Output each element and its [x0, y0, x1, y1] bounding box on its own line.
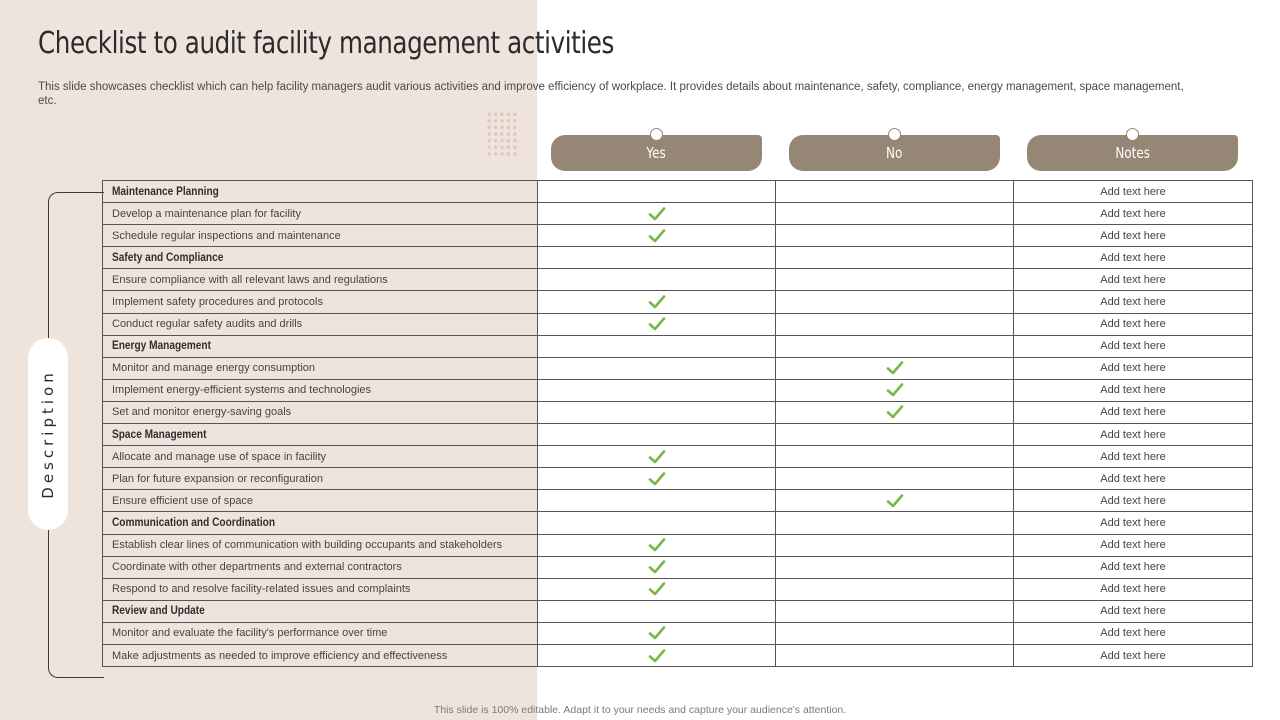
- no-cell[interactable]: [776, 600, 1014, 622]
- checkmark-icon: [648, 294, 666, 310]
- notes-cell[interactable]: Add text here: [1014, 534, 1253, 556]
- notes-cell[interactable]: Add text here: [1014, 512, 1253, 534]
- notes-cell[interactable]: Add text here: [1014, 556, 1253, 578]
- no-cell[interactable]: [776, 512, 1014, 534]
- notes-cell[interactable]: Add text here: [1014, 335, 1253, 357]
- section-label-text: Review and Update: [112, 605, 205, 618]
- item-label: Respond to and resolve facility-related issues and complaints: [103, 578, 538, 600]
- item-label: Implement safety procedures and protocols: [103, 291, 538, 313]
- checkmark-icon: [648, 581, 666, 597]
- item-label: Make adjustments as needed to improve efficiency and effectiveness: [103, 644, 538, 666]
- item-label: Ensure efficient use of space: [103, 490, 538, 512]
- checkmark-icon: [648, 228, 666, 244]
- checkmark-icon: [648, 559, 666, 575]
- yes-cell[interactable]: [538, 468, 776, 490]
- yes-cell[interactable]: [538, 446, 776, 468]
- table-row: [103, 269, 1253, 291]
- section-row: [103, 424, 1253, 446]
- checkmark-icon: [886, 404, 904, 420]
- checkmark-icon: [648, 206, 666, 222]
- notes-cell[interactable]: Add text here: [1014, 401, 1253, 423]
- table-row: [103, 291, 1253, 313]
- no-cell[interactable]: [776, 578, 1014, 600]
- table-row: [103, 490, 1253, 512]
- no-cell[interactable]: [776, 225, 1014, 247]
- checkmark-icon: [886, 493, 904, 509]
- yes-cell[interactable]: [538, 247, 776, 269]
- no-cell[interactable]: [776, 401, 1014, 423]
- yes-cell[interactable]: [538, 203, 776, 225]
- decorative-dot-grid: [486, 111, 518, 157]
- yes-cell[interactable]: [538, 644, 776, 666]
- item-label: Ensure compliance with all relevant laws and regulations: [103, 269, 538, 291]
- column-header-no: [789, 135, 1000, 171]
- table-row: [103, 534, 1253, 556]
- no-cell[interactable]: [776, 379, 1014, 401]
- notes-cell[interactable]: Add text here: [1014, 247, 1253, 269]
- no-cell[interactable]: [776, 247, 1014, 269]
- table-row: [103, 644, 1253, 666]
- checkmark-icon: [648, 648, 666, 664]
- yes-cell[interactable]: [538, 556, 776, 578]
- yes-cell[interactable]: [538, 313, 776, 335]
- section-label-text: Space Management: [112, 428, 207, 441]
- section-label: [103, 335, 538, 357]
- yes-cell[interactable]: [538, 534, 776, 556]
- column-header-no-label: No: [886, 144, 903, 162]
- notes-cell[interactable]: Add text here: [1014, 203, 1253, 225]
- no-cell[interactable]: [776, 181, 1014, 203]
- table-row: [103, 446, 1253, 468]
- no-cell[interactable]: [776, 468, 1014, 490]
- column-header-notes-label: Notes: [1115, 144, 1150, 162]
- table-row: [103, 203, 1253, 225]
- notes-cell[interactable]: Add text here: [1014, 181, 1253, 203]
- no-cell[interactable]: [776, 335, 1014, 357]
- item-label: Set and monitor energy-saving goals: [103, 401, 538, 423]
- table-row: [103, 357, 1253, 379]
- no-cell[interactable]: [776, 490, 1014, 512]
- checkmark-icon: [886, 360, 904, 376]
- item-label: Allocate and manage use of space in facility: [103, 446, 538, 468]
- no-cell[interactable]: [776, 291, 1014, 313]
- page-title: Checklist to audit facility management activities: [38, 26, 614, 61]
- notes-cell[interactable]: Add text here: [1014, 490, 1253, 512]
- item-label: Establish clear lines of communication with building occupants and stakeholders: [103, 534, 538, 556]
- section-label-text: Energy Management: [112, 340, 211, 353]
- no-cell[interactable]: [776, 534, 1014, 556]
- column-header-yes-label: Yes: [646, 144, 667, 162]
- yes-cell[interactable]: [538, 335, 776, 357]
- table-row: [103, 578, 1253, 600]
- no-cell[interactable]: [776, 556, 1014, 578]
- item-label: Monitor and manage energy consumption: [103, 357, 538, 379]
- yes-cell[interactable]: [538, 424, 776, 446]
- no-cell[interactable]: [776, 622, 1014, 644]
- checkmark-icon: [648, 449, 666, 465]
- section-label: [103, 181, 538, 203]
- yes-cell[interactable]: [538, 291, 776, 313]
- header-knob-icon: [1126, 128, 1139, 141]
- section-row: [103, 512, 1253, 534]
- checklist-table: [102, 180, 1253, 667]
- no-cell[interactable]: [776, 446, 1014, 468]
- notes-cell[interactable]: Add text here: [1014, 446, 1253, 468]
- section-row: [103, 600, 1253, 622]
- section-label-text: Communication and Coordination: [112, 516, 276, 529]
- notes-cell[interactable]: Add text here: [1014, 313, 1253, 335]
- header-knob-icon: [888, 128, 901, 141]
- no-cell[interactable]: [776, 424, 1014, 446]
- notes-cell[interactable]: Add text here: [1014, 578, 1253, 600]
- section-row: [103, 247, 1253, 269]
- item-label: Coordinate with other departments and external contractors: [103, 556, 538, 578]
- section-label: [103, 247, 538, 269]
- yes-cell[interactable]: [538, 225, 776, 247]
- section-label-text: Maintenance Planning: [112, 185, 219, 198]
- notes-cell[interactable]: Add text here: [1014, 379, 1253, 401]
- yes-cell[interactable]: [538, 269, 776, 291]
- table-row: [103, 556, 1253, 578]
- notes-cell[interactable]: Add text here: [1014, 424, 1253, 446]
- table-row: [103, 622, 1253, 644]
- checkmark-icon: [886, 382, 904, 398]
- notes-cell[interactable]: Add text here: [1014, 468, 1253, 490]
- table-row: [103, 225, 1253, 247]
- section-label: [103, 512, 538, 534]
- notes-cell[interactable]: Add text here: [1014, 225, 1253, 247]
- item-label: Conduct regular safety audits and drills: [103, 313, 538, 335]
- column-header-yes: [551, 135, 762, 171]
- yes-cell[interactable]: [538, 600, 776, 622]
- notes-cell[interactable]: Add text here: [1014, 622, 1253, 644]
- yes-cell[interactable]: [538, 401, 776, 423]
- item-label: Plan for future expansion or reconfiguration: [103, 468, 538, 490]
- description-label: Description: [39, 369, 57, 499]
- section-row: [103, 335, 1253, 357]
- yes-cell[interactable]: [538, 622, 776, 644]
- section-label: [103, 600, 538, 622]
- column-header-notes: [1027, 135, 1238, 171]
- yes-cell[interactable]: [538, 181, 776, 203]
- no-cell[interactable]: [776, 313, 1014, 335]
- no-cell[interactable]: [776, 357, 1014, 379]
- notes-cell[interactable]: Add text here: [1014, 291, 1253, 313]
- checkmark-icon: [648, 316, 666, 332]
- checkmark-icon: [648, 625, 666, 641]
- page-subtitle: This slide showcases checklist which can help facility managers audit various activities and improve efficiency of workplace. It provides details about maintenance, safety, compliance, energy management, space management, etc.: [38, 81, 1184, 107]
- header-knob-icon: [650, 128, 663, 141]
- item-label: Develop a maintenance plan for facility: [103, 203, 538, 225]
- notes-cell[interactable]: Add text here: [1014, 600, 1253, 622]
- yes-cell[interactable]: [538, 578, 776, 600]
- yes-cell[interactable]: [538, 379, 776, 401]
- section-label-text: Safety and Compliance: [112, 251, 224, 264]
- table-row: [103, 379, 1253, 401]
- checkmark-icon: [648, 471, 666, 487]
- yes-cell[interactable]: [538, 512, 776, 534]
- table-row: [103, 401, 1253, 423]
- item-label: Implement energy-efficient systems and technologies: [103, 379, 538, 401]
- section-row: [103, 181, 1253, 203]
- footer-note: This slide is 100% editable. Adapt it to your needs and capture your audience's attention.: [433, 704, 847, 716]
- no-cell[interactable]: [776, 269, 1014, 291]
- table-row: [103, 468, 1253, 490]
- table-row: [103, 313, 1253, 335]
- notes-cell[interactable]: Add text here: [1014, 644, 1253, 666]
- notes-cell[interactable]: Add text here: [1014, 357, 1253, 379]
- item-label: Monitor and evaluate the facility's performance over time: [103, 622, 538, 644]
- checkmark-icon: [648, 537, 666, 553]
- no-cell[interactable]: [776, 644, 1014, 666]
- item-label: Schedule regular inspections and maintenance: [103, 225, 538, 247]
- yes-cell[interactable]: [538, 357, 776, 379]
- notes-cell[interactable]: Add text here: [1014, 269, 1253, 291]
- no-cell[interactable]: [776, 203, 1014, 225]
- section-label: [103, 424, 538, 446]
- yes-cell[interactable]: [538, 490, 776, 512]
